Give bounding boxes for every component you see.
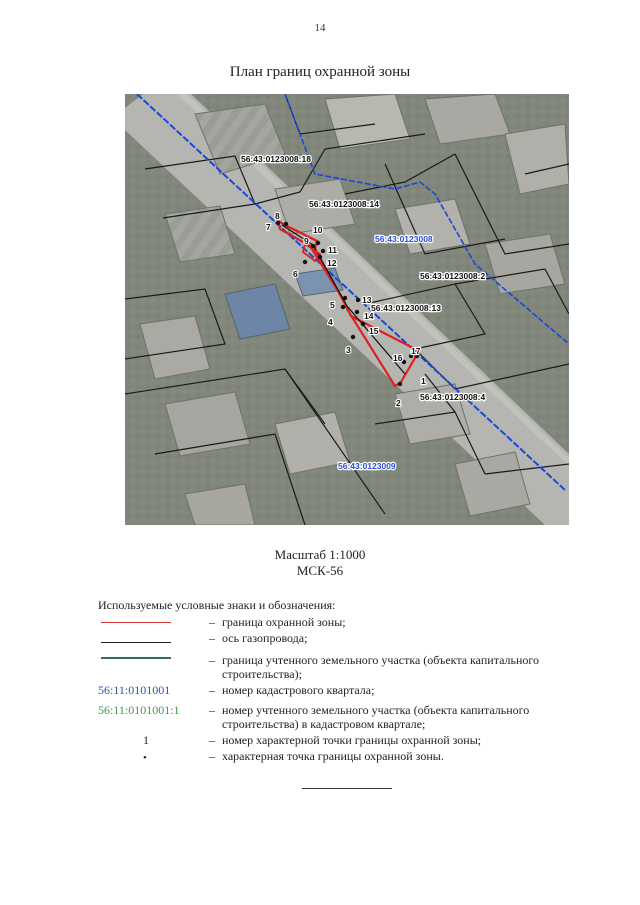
- parcel-label: 56:43:0123008:18: [241, 154, 311, 164]
- point-label-6: 6: [293, 269, 298, 279]
- point-label-11: 11: [328, 245, 337, 255]
- page-number: 14: [314, 22, 326, 34]
- point-label-12: 12: [327, 258, 337, 268]
- point-label-17: 17: [411, 346, 421, 356]
- quarter-code-sample: 56:11:0101001: [98, 683, 171, 697]
- point-marker-sample: •: [143, 752, 147, 764]
- bottom-rule: [302, 788, 392, 789]
- quarter-label: 56:43:0123008: [375, 234, 433, 244]
- point-label-7: 7: [266, 222, 271, 232]
- boundary-plan-map: [125, 94, 569, 525]
- quarter-label: 56:43:0123009: [338, 461, 396, 471]
- parcel-label: 56:43:0123008:2: [420, 271, 486, 281]
- page-title: План границ охранной зоны: [229, 64, 411, 80]
- point-label-9: 9: [304, 236, 309, 246]
- legend-item-parcel-boundary: – граница учтенного земельного участка (объекта капитального строительства);: [98, 653, 578, 681]
- point-label-2: 2: [396, 398, 401, 408]
- point-label-3: 3: [346, 345, 351, 355]
- legend-item-point-number: 1 – номер характерной точки границы охранной зоны;: [98, 733, 578, 747]
- scale-text: Масштаб 1:1000: [274, 547, 366, 562]
- legend-item-zone-boundary: – граница охранной зоны;: [98, 615, 578, 629]
- red-line-symbol: [101, 622, 171, 623]
- point-label-8: 8: [275, 211, 280, 221]
- parcel-label: 56:43:0123008:4: [420, 392, 486, 402]
- parcel-label: 56:43:0123008:14: [309, 199, 379, 209]
- legend: [98, 598, 578, 763]
- legend-item-characteristic-point: • – характерная точка границы охранной зоны.: [98, 749, 578, 763]
- parcel-code-sample: 56:11:0101001:1: [98, 703, 180, 717]
- scale-block: [0, 547, 640, 579]
- point-label-10: 10: [313, 225, 323, 235]
- black-line-symbol: [101, 642, 171, 643]
- point-label-13: 13: [362, 295, 372, 305]
- point-label-16: 16: [393, 353, 403, 363]
- point-label-14: 14: [364, 311, 374, 321]
- point-label-4: 4: [328, 317, 333, 327]
- point-label-5: 5: [330, 300, 335, 310]
- legend-item-parcel-number: 56:11:0101001:1 – номер учтенного земельного участка (объекта капитального строительства) в кадастровом квартале;: [98, 703, 530, 731]
- green-line-symbol: [101, 657, 171, 659]
- legend-item-quarter-number: 56:11:0101001 – номер кадастрового квартала;: [98, 683, 375, 697]
- legend-item-pipeline-axis: – ось газопровода;: [98, 631, 578, 645]
- coordinate-system: МСК-56: [296, 563, 344, 578]
- parcel-label: 56:43:0123008:13: [371, 303, 441, 313]
- point-label-1: 1: [421, 376, 426, 386]
- legend-heading: Используемые условные знаки и обозначения:: [98, 598, 336, 612]
- point-number-sample: 1: [143, 733, 149, 747]
- point-label-15: 15: [369, 326, 379, 336]
